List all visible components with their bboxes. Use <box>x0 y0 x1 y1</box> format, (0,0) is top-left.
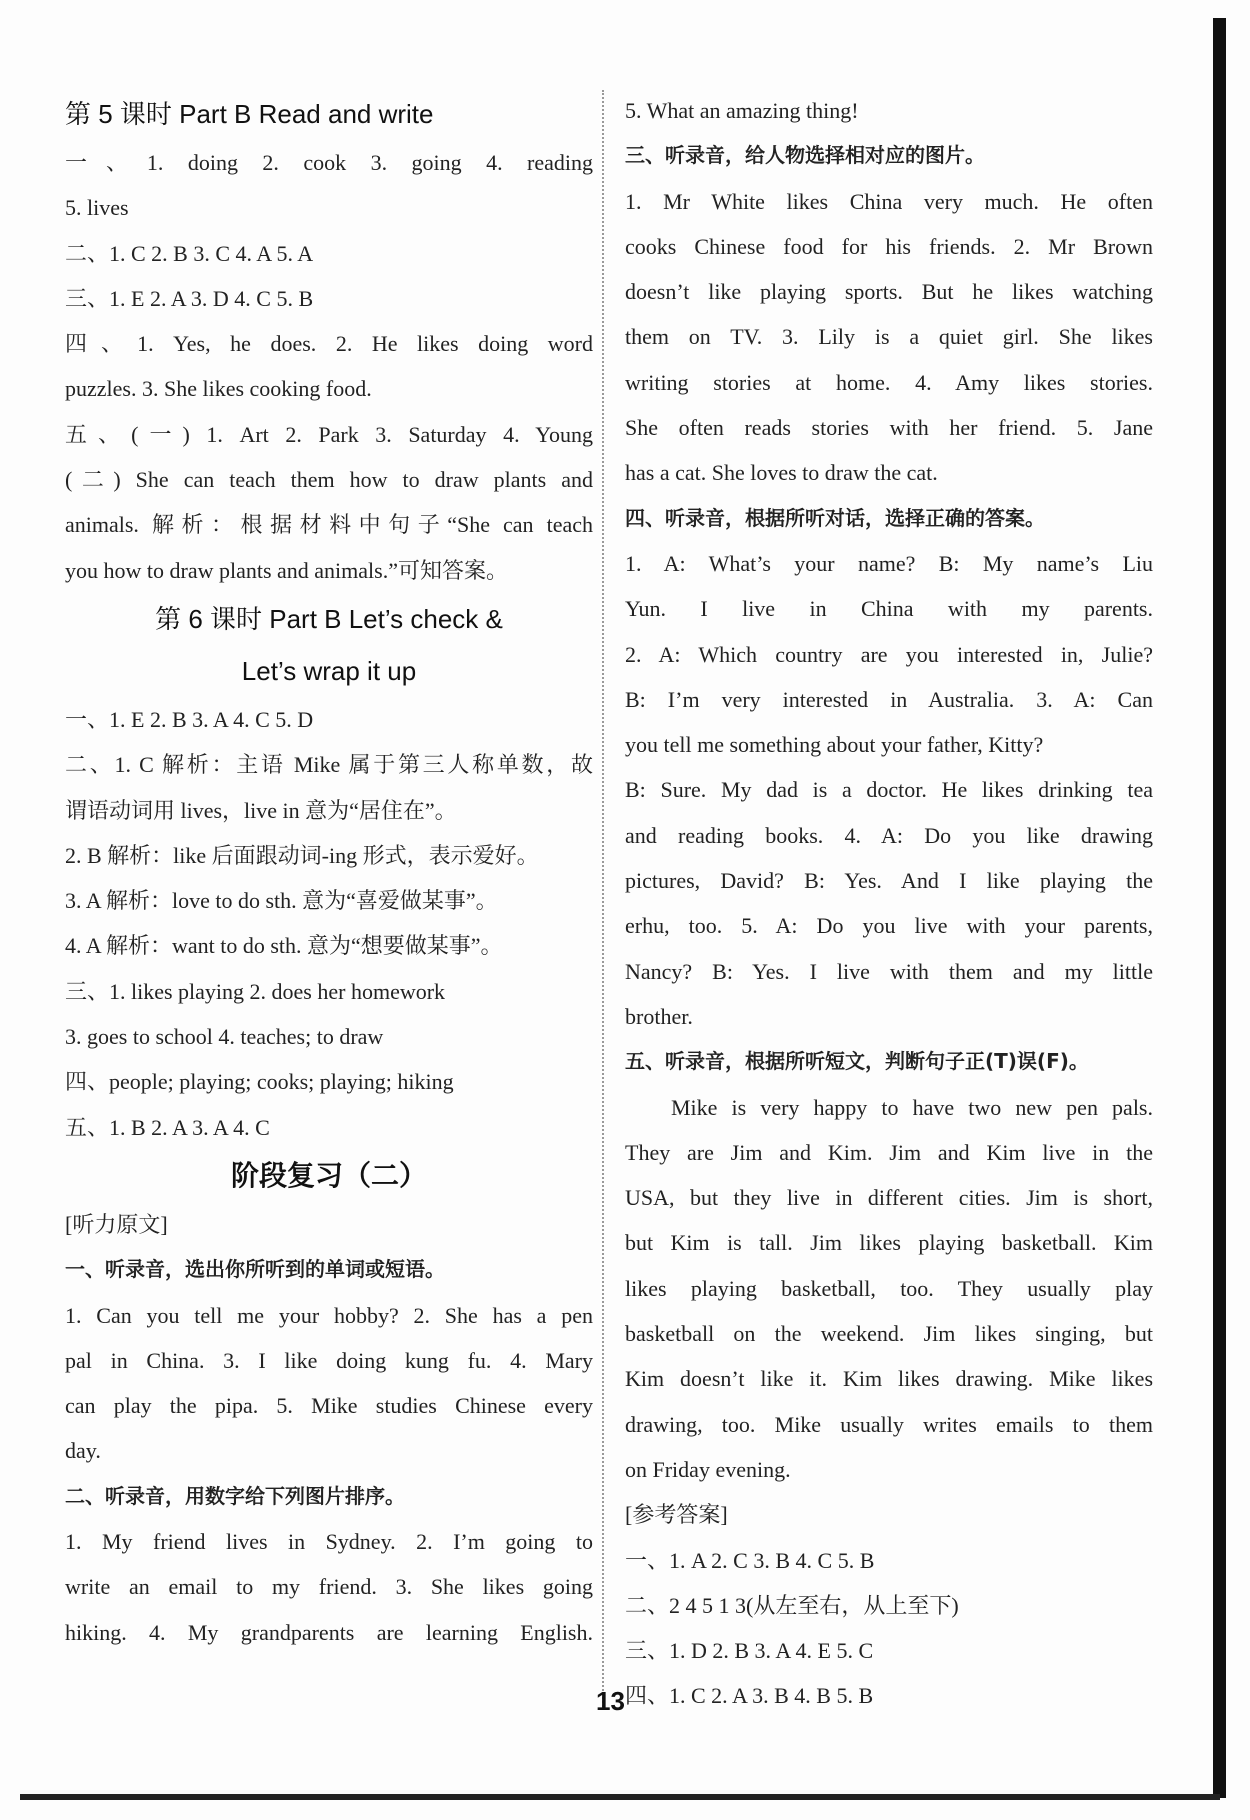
text-line: 三、1. D 2. B 3. A 4. E 5. C <box>625 1638 874 1664</box>
text-line: 1. A: What’s your name? B: My name’s Liu <box>625 550 1153 576</box>
text-line: 1. Can you tell me your hobby? 2. She has a pen <box>65 1302 593 1328</box>
text-line: likes playing basketball, too. They usually play <box>625 1275 1153 1301</box>
question-instruction: 五、听录音，根据所听短文，判断句子正(T)误(F)。 <box>625 1049 1089 1074</box>
text-line: pictures, David? B: Yes. And I like playing the <box>625 868 1153 894</box>
text-line: write an email to my friend. 3. She likes going <box>65 1574 593 1600</box>
text-line: Yun. I live in China with my parents. <box>625 596 1153 622</box>
section-heading: 第 6 课时 Part B Let’s check & <box>155 603 503 634</box>
text-line: 2. B 解析：like 后面跟动词-ing 形式，表示爱好。 <box>65 842 539 868</box>
column-divider <box>602 90 604 1710</box>
text-line: [参考答案] <box>625 1502 728 1528</box>
section-heading: Let’s wrap it up <box>241 655 417 686</box>
question-instruction: 四、听录音，根据所听对话，选择正确的答案。 <box>625 505 1045 530</box>
right-column <box>625 88 1153 1719</box>
text-line: They are Jim and Kim. Jim and Kim live in the <box>625 1139 1153 1165</box>
text-line: 一、1. doing 2. cook 3. going 4. reading <box>65 150 593 175</box>
text-line: 3. A 解析：love to do sth. 意为“喜爱做某事”。 <box>65 888 498 914</box>
text-line: USA, but they live in different cities. Jim is short, <box>625 1185 1153 1211</box>
text-line: 5. What an amazing thing! <box>625 98 859 123</box>
text-line: 4. A 解析：want to do sth. 意为“想要做某事”。 <box>65 933 503 959</box>
text-line: 一、1. E 2. B 3. A 4. C 5. D <box>65 706 314 732</box>
text-line: She often reads stories with her friend. 5. Jane <box>625 415 1153 441</box>
page-number: 13 <box>596 1686 625 1716</box>
text-line: 3. goes to school 4. teaches; to draw <box>65 1024 384 1050</box>
question-instruction: 一、听录音，选出你所听到的单词或短语。 <box>65 1257 445 1282</box>
text-line: 谓语动词用 lives，live in 意为“居住在”。 <box>65 797 457 823</box>
text-line: day. <box>65 1438 101 1464</box>
text-line: Mike is very happy to have two new pen pals. <box>671 1094 1153 1120</box>
text-line: can play the pipa. 5. Mike studies Chinese every <box>65 1393 593 1419</box>
text-line: drawing, too. Mike usually writes emails to them <box>625 1411 1153 1437</box>
text-line: 二、1. C 2. B 3. C 4. A 5. A <box>65 240 314 266</box>
text-line: and reading books. 4. A: Do you like drawing <box>625 822 1153 848</box>
binding-edge <box>1213 18 1226 1798</box>
text-line: Nancy? B: Yes. I live with them and my little <box>625 958 1153 984</box>
text-line: B: I’m very interested in Australia. 3. A: Can <box>625 686 1153 712</box>
text-line: pal in China. 3. I like doing kung fu. 4. Mary <box>65 1347 593 1373</box>
text-line: cooks Chinese food for his friends. 2. Mr Brown <box>625 233 1153 259</box>
text-line: B: Sure. My dad is a doctor. He likes drinking tea <box>625 777 1153 803</box>
text-line: basketball on the weekend. Jim likes singing, but <box>625 1321 1153 1347</box>
text-line: brother. <box>625 1003 693 1029</box>
text-line: 5. lives <box>65 195 129 221</box>
text-line: [听力原文] <box>65 1211 168 1237</box>
text-line: 1. My friend lives in Sydney. 2. I’m going to <box>65 1529 593 1555</box>
text-line: erhu, too. 5. A: Do you live with your parents, <box>625 913 1153 939</box>
text-line: hiking. 4. My grandparents are learning English. <box>65 1619 593 1645</box>
text-line: writing stories at home. 4. Amy likes stories. <box>625 369 1153 395</box>
text-line: 五、1. B 2. A 3. A 4. C <box>65 1114 270 1140</box>
text-line: animals. 解析：根据材料中句子“She can teach <box>65 512 593 538</box>
text-line: 二、1. C 解析：主语 Mike 属于第三人称单数，故 <box>65 752 593 778</box>
text-line: 三、1. likes playing 2. does her homework <box>65 978 446 1004</box>
question-instruction: 三、听录音，给人物选择相对应的图片。 <box>625 143 985 168</box>
question-instruction: 二、听录音，用数字给下列图片排序。 <box>65 1483 405 1508</box>
text-line: 四、1. C 2. A 3. B 4. B 5. B <box>625 1683 874 1709</box>
text-line: 四、1. Yes, he does. 2. He likes doing word <box>65 331 593 357</box>
text-line: 三、1. E 2. A 3. D 4. C 5. B <box>65 285 314 311</box>
text-line: 1. Mr White likes China very much. He often <box>625 188 1153 214</box>
text-line: on Friday evening. <box>625 1456 791 1482</box>
text-line: but Kim is tall. Jim likes playing basketball. Kim <box>625 1230 1153 1256</box>
chapter-heading: 阶段复习（二） <box>230 1159 427 1191</box>
text-line: doesn’t like playing sports. But he likes watching <box>625 279 1153 305</box>
section-heading: 第 5 课时 Part B Read and write <box>65 99 434 129</box>
text-line: them on TV. 3. Lily is a quiet girl. She likes <box>625 324 1153 350</box>
text-line: puzzles. 3. She likes cooking food. <box>65 376 372 402</box>
text-line: (二) She can teach them how to draw plants and <box>65 467 593 493</box>
left-column <box>65 88 593 1655</box>
text-line: Kim doesn’t like it. Kim likes drawing. Mike likes <box>625 1366 1153 1392</box>
text-line: 2. A: Which country are you interested in, Julie? <box>625 641 1153 667</box>
text-line: 四、people; playing; cooks; playing; hiking <box>65 1069 454 1095</box>
text-line: 一、1. A 2. C 3. B 4. C 5. B <box>625 1547 875 1573</box>
page-bottom-edge <box>20 1794 1220 1800</box>
text-line: you tell me something about your father, Kitty? <box>625 732 1044 758</box>
text-line: has a cat. She loves to draw the cat. <box>625 460 938 486</box>
text-line: you how to draw plants and animals.”可知答案。 <box>65 557 508 583</box>
text-line: 五、(一) 1. Art 2. Park 3. Saturday 4. Young <box>65 421 593 447</box>
text-line: 二、2 4 5 1 3(从左至右，从上至下) <box>625 1592 959 1618</box>
